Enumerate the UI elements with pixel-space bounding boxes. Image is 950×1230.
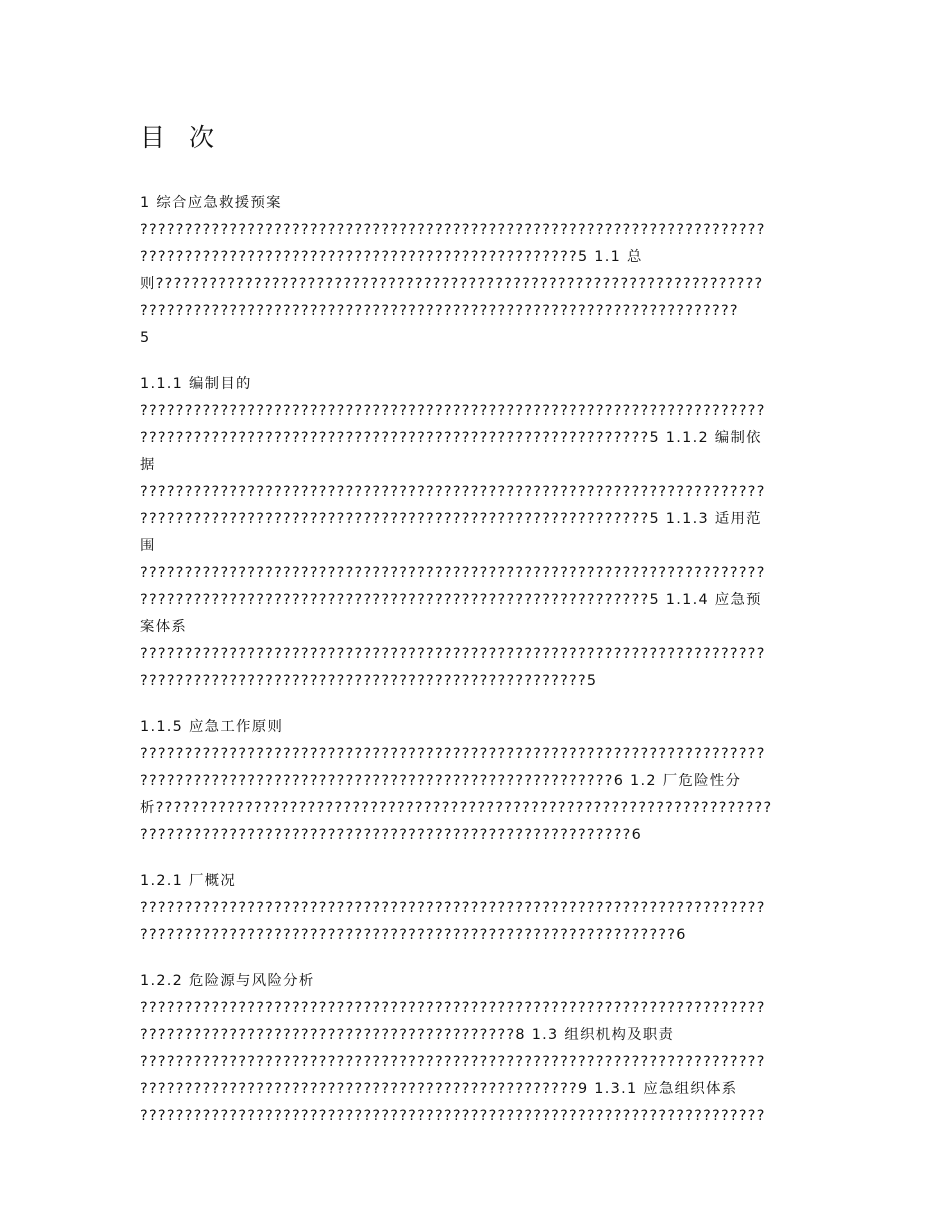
toc-line: 案体系 xyxy=(140,619,188,635)
toc-line: ?????????????????????????????????????????????????????????????????????? xyxy=(140,484,766,500)
toc-entry-group xyxy=(140,371,815,695)
toc-line: ?????????????????????????????????????????????????????????5 1.1.4 应急预 xyxy=(140,592,762,608)
toc-line: 1.1.1 编制目的 xyxy=(140,376,252,392)
toc-line: 1.1.5 应急工作原则 xyxy=(140,719,284,735)
toc-line: ?????????????????????????????????????????????????????????????????????? xyxy=(140,1054,766,1070)
toc-line: ?????????????????????????????????????????????????????????????????????? xyxy=(140,1108,766,1124)
toc-line: ?????????????????????????????????????????????????????????????????????? xyxy=(140,222,766,238)
toc-line: 1.2.2 危险源与风险分析 xyxy=(140,973,315,989)
toc-body xyxy=(140,190,815,1130)
toc-entry-group xyxy=(140,968,815,1130)
toc-line: 围 xyxy=(140,538,156,554)
toc-line: 1 综合应急救援预案 xyxy=(140,195,282,211)
toc-line: ?????????????????????????????????????????????????5 1.1 总 xyxy=(140,249,643,265)
toc-line: ?????????????????????????????????????????????????9 1.3.1 应急组织体系 xyxy=(140,1081,738,1097)
toc-line: ?????????????????????????????????????????????????????????????????????? xyxy=(140,403,766,419)
toc-line: ??????????????????????????????????????????8 1.3 组织机构及职责 xyxy=(140,1027,675,1043)
toc-line: 析????????????????????????????????????????????????????????????????????? xyxy=(140,800,773,816)
toc-line: ?????????????????????????????????????????????????????????5 1.1.3 适用范 xyxy=(140,511,762,527)
toc-line: ????????????????????????????????????????????????????????????6 xyxy=(140,927,687,943)
toc-line: 1.2.1 厂概况 xyxy=(140,873,237,889)
toc-entry-group xyxy=(140,714,815,849)
toc-line: ???????????????????????????????????????????????????????6 xyxy=(140,827,643,843)
toc-line: ?????????????????????????????????????????????????????????5 1.1.2 编制依 xyxy=(140,430,762,446)
toc-entry-group xyxy=(140,190,815,352)
toc-line: ??????????????????????????????????????????????????????????????????? xyxy=(140,303,739,319)
toc-line: 则???????????????????????????????????????????????????????????????????? xyxy=(140,276,764,292)
toc-entry-group xyxy=(140,868,815,949)
toc-line: ?????????????????????????????????????????????????????6 1.2 厂危险性分 xyxy=(140,773,742,789)
toc-page xyxy=(140,120,815,1149)
toc-line: ?????????????????????????????????????????????????????????????????????? xyxy=(140,900,766,916)
toc-line: ??????????????????????????????????????????????????5 xyxy=(140,673,598,689)
toc-title: 目 次 xyxy=(140,123,222,152)
toc-line: 5 xyxy=(140,330,151,346)
toc-line: ?????????????????????????????????????????????????????????????????????? xyxy=(140,646,766,662)
toc-line: ?????????????????????????????????????????????????????????????????????? xyxy=(140,565,766,581)
toc-line: ?????????????????????????????????????????????????????????????????????? xyxy=(140,746,766,762)
toc-line: ?????????????????????????????????????????????????????????????????????? xyxy=(140,1000,766,1016)
toc-line: 据 xyxy=(140,457,156,473)
